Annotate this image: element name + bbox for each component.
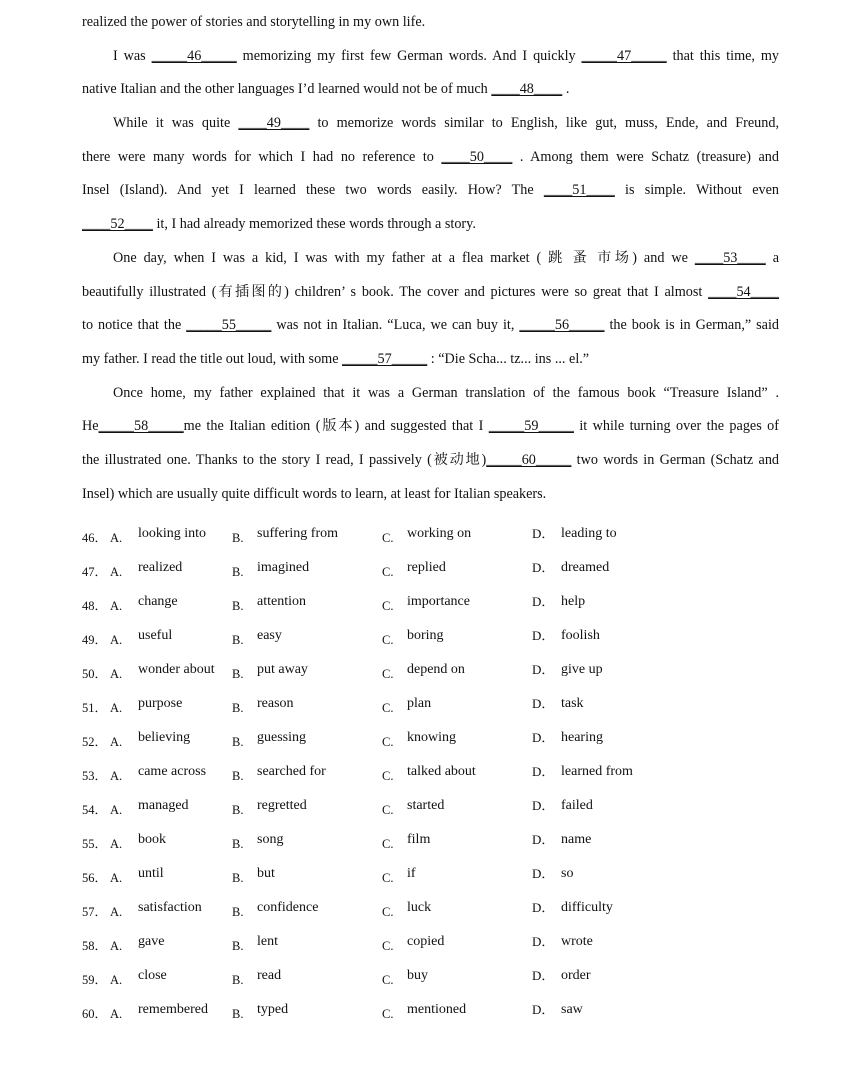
option-c-label: C. xyxy=(382,973,394,987)
option-c-label: C. xyxy=(382,803,394,817)
option-c-label: C. xyxy=(382,939,394,953)
option-a-text: realized xyxy=(138,560,183,575)
option-d-label: D． xyxy=(532,934,555,949)
passage-text: . Among them were Schatz (treasure) and xyxy=(512,148,779,165)
passage-text: : “Die Scha... tz... ins ... el.” xyxy=(427,350,590,367)
option-d-text: dreamed xyxy=(561,560,610,575)
answer-blank: _____57_____ xyxy=(342,350,428,367)
option-a-text: believing xyxy=(138,730,191,745)
option-a-text: purpose xyxy=(138,696,183,711)
option-b-label: B. xyxy=(232,837,244,851)
passage-text: a xyxy=(765,249,779,266)
option-b-label: B. xyxy=(232,871,244,885)
answer-blank: ____53____ xyxy=(694,249,766,266)
question-number: 51． xyxy=(82,701,108,715)
passage-text: to memorize words similar to English, like gut, muss, Ende, and Freund, xyxy=(309,115,780,132)
option-d-label: D． xyxy=(532,628,555,643)
question-row xyxy=(82,626,782,660)
answer-blank: _____47_____ xyxy=(581,47,667,64)
option-a-label: A. xyxy=(110,871,123,885)
option-b-label: B. xyxy=(232,905,244,919)
option-d-text: task xyxy=(561,696,584,711)
option-a-label: A. xyxy=(110,667,123,681)
option-a-label: A. xyxy=(110,735,123,749)
option-a-label: A. xyxy=(110,599,123,613)
option-a-text: looking into xyxy=(138,526,207,541)
passage-line xyxy=(82,81,779,97)
option-a-label: A. xyxy=(110,837,123,851)
option-d-text: failed xyxy=(561,798,593,813)
question-number: 46． xyxy=(82,531,108,545)
option-d-label: D． xyxy=(532,798,555,813)
option-c-text: mentioned xyxy=(407,1002,467,1017)
question-number: 50． xyxy=(82,667,108,681)
question-row xyxy=(82,1000,782,1034)
option-a-label: A. xyxy=(110,803,123,817)
option-c-label: C. xyxy=(382,667,394,681)
option-c-label: C. xyxy=(382,735,394,749)
answer-blank: _____56_____ xyxy=(519,317,605,334)
passage-text: . xyxy=(562,81,570,98)
answer-blank: ____54____ xyxy=(708,283,779,300)
option-d-label: D． xyxy=(532,662,555,677)
passage-text: the book is in German,” said xyxy=(604,317,779,334)
passage-text: me the Italian edition (版本) and suggested that I xyxy=(183,418,489,435)
option-b-label: B. xyxy=(232,735,244,749)
option-a-label: A. xyxy=(110,701,123,715)
option-b-label: B. xyxy=(232,973,244,987)
passage-text: He xyxy=(82,418,99,435)
option-a-text: wonder about xyxy=(138,662,215,677)
answer-blank: ____49____ xyxy=(238,115,310,132)
option-a-label: A. xyxy=(110,565,123,579)
option-c-label: C. xyxy=(382,565,394,579)
passage-line xyxy=(82,385,779,401)
option-b-text: easy xyxy=(257,628,282,643)
passage-text: native Italian and the other languages I’d learned would not be of much xyxy=(82,81,492,98)
passage-text: the illustrated one. Thanks to the story I read, I passively (被动地) xyxy=(82,451,487,468)
answer-blank: _____46_____ xyxy=(151,47,237,64)
option-c-label: C. xyxy=(382,531,394,545)
option-c-label: C. xyxy=(382,1007,394,1021)
option-d-label: D． xyxy=(532,968,555,983)
question-number: 54． xyxy=(82,803,108,817)
passage-line xyxy=(82,351,779,367)
option-b-text: guessing xyxy=(257,730,306,745)
option-d-text: name xyxy=(561,832,592,847)
option-c-label: C. xyxy=(382,871,394,885)
option-b-text: searched for xyxy=(257,764,326,779)
option-d-text: learned from xyxy=(561,764,633,779)
passage-text: Insel (Island). And yet I learned these two words easily. How? The xyxy=(82,182,544,199)
option-d-label: D． xyxy=(532,560,555,575)
option-d-text: order xyxy=(561,968,591,983)
passage-text: it, I had already memorized these words through a story. xyxy=(152,216,476,233)
option-a-text: came across xyxy=(138,764,207,779)
passage-line xyxy=(82,452,779,468)
passage-text: One day, when I was a kid, I was with my father at a flea market ( 跳 蚤 市场) and we xyxy=(113,249,695,266)
option-b-label: B. xyxy=(232,939,244,953)
option-d-label: D． xyxy=(532,764,555,779)
passage-text: to notice that the xyxy=(82,317,187,334)
option-a-text: close xyxy=(138,968,167,983)
passage-text: is simple. Without even xyxy=(614,182,779,199)
answer-blank: _____60_____ xyxy=(486,451,572,468)
option-c-label: C. xyxy=(382,905,394,919)
passage-text: my father. I read the title out loud, with some xyxy=(82,350,343,367)
option-b-label: B. xyxy=(232,565,244,579)
passage-line xyxy=(82,115,779,131)
option-b-label: B. xyxy=(232,633,244,647)
option-d-label: D． xyxy=(532,1002,555,1017)
passage-text: two words in German (Schatz and xyxy=(571,451,780,468)
question-number: 58． xyxy=(82,939,108,953)
question-number: 47． xyxy=(82,565,108,579)
option-c-text: replied xyxy=(407,560,446,575)
cloze-passage xyxy=(82,14,779,502)
option-d-text: saw xyxy=(561,1002,583,1017)
option-a-text: book xyxy=(138,832,166,847)
question-row xyxy=(82,728,782,762)
option-b-label: B. xyxy=(232,701,244,715)
option-d-label: D． xyxy=(532,594,555,609)
answer-blank: _____58_____ xyxy=(98,418,184,435)
option-b-label: B. xyxy=(232,599,244,613)
question-number: 53． xyxy=(82,769,108,783)
option-c-text: importance xyxy=(407,594,470,609)
option-c-text: depend on xyxy=(407,662,465,677)
option-c-text: film xyxy=(407,832,431,847)
option-d-text: wrote xyxy=(561,934,593,949)
option-c-text: boring xyxy=(407,628,444,643)
option-c-text: if xyxy=(407,866,416,881)
option-a-label: A. xyxy=(110,769,123,783)
option-a-text: remembered xyxy=(138,1002,208,1017)
passage-line xyxy=(82,486,779,502)
question-number: 60． xyxy=(82,1007,108,1021)
option-c-label: C. xyxy=(382,599,394,613)
passage-text: was not in Italian. “Luca, we can buy it, xyxy=(271,317,520,334)
question-row xyxy=(82,864,782,898)
option-c-text: knowing xyxy=(407,730,456,745)
option-d-text: leading to xyxy=(561,526,617,541)
option-a-label: A. xyxy=(110,1007,123,1021)
option-a-label: A. xyxy=(110,939,123,953)
option-c-label: C. xyxy=(382,633,394,647)
option-d-text: so xyxy=(561,866,574,881)
option-d-text: foolish xyxy=(561,628,600,643)
option-b-text: regretted xyxy=(257,798,307,813)
passage-line xyxy=(82,284,779,300)
option-b-text: suffering from xyxy=(257,526,338,541)
option-c-text: luck xyxy=(407,900,432,915)
option-a-text: managed xyxy=(138,798,189,813)
option-d-text: difficulty xyxy=(561,900,613,915)
question-row xyxy=(82,932,782,966)
option-a-text: useful xyxy=(138,628,173,643)
passage-text: While it was quite xyxy=(113,115,239,132)
question-row xyxy=(82,898,782,932)
question-number: 57． xyxy=(82,905,108,919)
passage-text: memorizing my first few German words. And I quickly xyxy=(236,47,582,64)
option-b-text: read xyxy=(257,968,282,983)
option-b-text: confidence xyxy=(257,900,319,915)
option-a-text: change xyxy=(138,594,178,609)
question-row xyxy=(82,966,782,1000)
option-a-label: A. xyxy=(110,905,123,919)
option-a-text: satisfaction xyxy=(138,900,202,915)
question-row xyxy=(82,558,782,592)
question-number: 55． xyxy=(82,837,108,851)
question-number: 49． xyxy=(82,633,108,647)
option-c-text: started xyxy=(407,798,445,813)
option-b-label: B. xyxy=(232,531,244,545)
passage-text: it while turning over the pages of xyxy=(573,418,779,435)
answer-blank: ____52____ xyxy=(82,216,153,233)
question-row xyxy=(82,660,782,694)
option-b-label: B. xyxy=(232,1007,244,1021)
option-d-text: hearing xyxy=(561,730,603,745)
option-a-text: gave xyxy=(138,934,165,949)
question-number: 56． xyxy=(82,871,108,885)
option-b-text: put away xyxy=(257,662,308,677)
option-a-label: A. xyxy=(110,531,123,545)
option-a-label: A. xyxy=(110,973,123,987)
question-row xyxy=(82,830,782,864)
passage-text: there were many words for which I had no reference to xyxy=(82,148,442,165)
option-d-label: D． xyxy=(532,832,555,847)
passage-line xyxy=(82,48,779,64)
question-number: 52． xyxy=(82,735,108,749)
question-row xyxy=(82,796,782,830)
answer-blank: _____59_____ xyxy=(488,418,574,435)
option-c-text: talked about xyxy=(407,764,476,779)
option-c-label: C. xyxy=(382,701,394,715)
option-d-label: D． xyxy=(532,730,555,745)
option-d-label: D． xyxy=(532,696,555,711)
passage-line xyxy=(82,250,779,266)
answer-blank: ____48____ xyxy=(491,81,563,98)
option-c-text: buy xyxy=(407,968,428,983)
question-row xyxy=(82,694,782,728)
option-b-text: lent xyxy=(257,934,278,949)
question-row xyxy=(82,524,782,558)
passage-line xyxy=(82,182,779,198)
option-a-text: until xyxy=(138,866,164,881)
passage-line xyxy=(82,418,779,434)
passage-text: I was xyxy=(113,47,152,64)
passage-text: Insel) which are usually quite difficult words to learn, at least for Italian speakers. xyxy=(82,485,547,502)
passage-line xyxy=(82,149,779,165)
option-b-text: but xyxy=(257,866,275,881)
question-number: 48． xyxy=(82,599,108,613)
option-b-text: reason xyxy=(257,696,294,711)
option-d-text: help xyxy=(561,594,586,609)
option-c-text: working on xyxy=(407,526,472,541)
option-a-label: A. xyxy=(110,633,123,647)
option-d-label: D． xyxy=(532,526,555,541)
option-c-text: copied xyxy=(407,934,445,949)
option-b-label: B. xyxy=(232,667,244,681)
question-number: 59． xyxy=(82,973,108,987)
option-d-label: D． xyxy=(532,866,555,881)
option-c-label: C. xyxy=(382,837,394,851)
passage-text: that this time, my xyxy=(666,47,779,64)
option-c-text: plan xyxy=(407,696,432,711)
option-b-text: song xyxy=(257,832,284,847)
answer-blank: _____55_____ xyxy=(186,317,272,334)
option-c-label: C. xyxy=(382,769,394,783)
question-row xyxy=(82,592,782,626)
option-b-label: B. xyxy=(232,803,244,817)
passage-text: Once home, my father explained that it was a German translation of the famous book “Treasure Island” . xyxy=(113,384,779,401)
option-b-text: imagined xyxy=(257,560,310,575)
option-b-label: B. xyxy=(232,769,244,783)
answer-options xyxy=(82,524,782,1034)
answer-blank: ____50____ xyxy=(441,148,513,165)
passage-text: beautifully illustrated (有插图的) children’ s book. The cover and pictures were so great that I almost xyxy=(82,283,709,300)
passage-text: realized the power of stories and storytelling in my own life. xyxy=(82,14,426,30)
option-d-label: D． xyxy=(532,900,555,915)
passage-line xyxy=(82,216,779,232)
passage-line xyxy=(82,317,779,333)
option-b-text: typed xyxy=(257,1002,289,1017)
answer-blank: ____51____ xyxy=(543,182,615,199)
passage-line xyxy=(82,14,779,30)
option-b-text: attention xyxy=(257,594,306,609)
option-d-text: give up xyxy=(561,662,603,677)
question-row xyxy=(82,762,782,796)
